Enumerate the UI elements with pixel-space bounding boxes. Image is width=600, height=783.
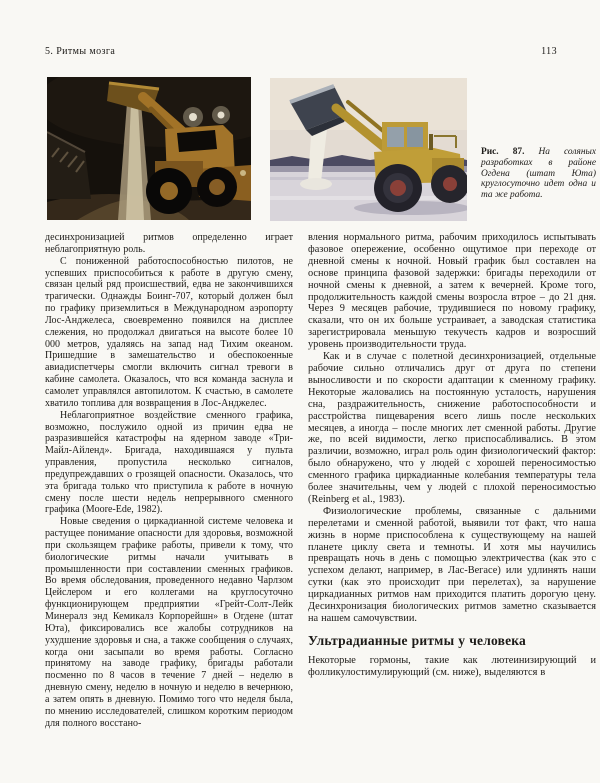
figure-caption	[481, 147, 596, 201]
day-loader-illustration	[270, 78, 467, 221]
photo-night-salt-loading	[47, 77, 251, 220]
paragraph: вления нормального ритма, рабочим приходилось испытывать фазовое опережение, особенно ощутимое при переходе от дневной смены к ночной. Новый график был составлен на основе принципа фазовой задержки: бригады переходили от ночной смены к дневной, а затем к вечерней. Кроме того, продолжительность каждой смены возросла втрое – до 21 дня. Через 9 месяцев рабочие, трудившиеся по новому графику, сказали, что он их больше устраивает, а заводская статистика зарегистрировала меньшую текучесть кадров и возросший уровень производительности труда.	[308, 232, 596, 351]
section-heading: Ультрадианные ритмы у человека	[308, 632, 527, 648]
page-number: 113	[541, 46, 557, 57]
text-column-right	[308, 232, 596, 679]
running-header	[45, 46, 557, 57]
photo-day-salt-loading	[270, 78, 467, 221]
figure-caption-text: На соляных разработках в районе Огдена (штат Юта) круглосуточно идет одна и та же работа.	[481, 147, 596, 200]
paragraph: десинхронизацией ритмов определенно играет неблагоприятную роль.	[45, 232, 293, 255]
paragraph: Некоторые гормоны, такие как лютеинизирующий и фолликулостимулирующий (см. ниже), выделяются в	[308, 654, 596, 678]
paragraph: Неблагоприятное воздействие сменного графика, возможно, послужило одной из причин едва не разразившейся катастрофы на ядерном заводе «Три-Майл-Айленд». Бригада, находившаяся у пульта управления, пропустила несколько сигналов, предупреждавших о грозящей опасности. Оказалось, что эта бригада только что приступила к работе в ночную смену после шести недель непрерывного сменного графика (Moore-Ede, 1982).	[45, 409, 293, 516]
chapter-title: 5. Ритмы мозга	[45, 46, 116, 57]
night-loader-illustration	[47, 77, 251, 220]
text-column-left	[45, 232, 293, 729]
paragraph: Физиологические проблемы, связанные с дальними перелетами и сменной работой, выявили тот факт, что наша жизнь в норме приспособлена к существующему на нашей планете циклу света и темноты. И хотя мы научились превращать ночь в день с помощью электричества (как это с успехом делают, например, в Лас-Вегасе) или удлинять наши сутки (как это происходит при перелетах), за нарушение циркадианных ритмов нам приходится платить дорогую цену. Десинхронизация биологических ритмов заметно сказывается на нашем самочувствии.	[308, 505, 596, 624]
paragraph: С пониженной работоспособностью пилотов, не успевших приспособиться к работе в другую смену, связан целый ряд происшествий, едва не закончившихся трагически. Однажды Боинг-707, который должен был по графику приземлиться в Международном аэропорту Лос-Анджелеса, своевременно появился на дисплее слежения, но продолжал двигаться на высоте более 10 000 метров, удаляясь на запад над Тихим океаном. Пришедшие в замешательство и обеспокоенные авиадиспетчеры смогли включить сигнал тревоги в кабине самолета. Оказалось, что вся команда заснула и самолет управлялся автопилотом. К счастью, в самолете хватило топлива для возвращения в Лос-Анджелес.	[45, 255, 293, 409]
figure-caption-label: Рис. 87.	[481, 147, 525, 157]
paragraph: Новые сведения о циркадианной системе человека и растущее понимание опасности для здоровья, возможной при скользящем графике работы, привели к тому, что биологические ритмы начали учитывать в промышленности при составлении сменных графиков. Во время обследования, проведенного недавно Чарлзом Цейслером и его коллегами на круглосуточно функционирующем предприятии «Грейт-Солт-Лейк Минералз энд Кемикалз Корпорейшн» в Огдене (штат Юта), фиксировались все жалобы сотрудников на ухудшение здоровья и сна, а также сообщения о случаях, когда они засыпали во время работы. Согласно принятому на заводе графику, бригады работали посменно по 8 часов в течение 7 дней – неделю в дневную смену, неделю в ночную и неделю в вечернюю, а затем опять в дневную. Помимо того что неделя была, по мнению исследователей, слишком коротким периодом для полного восстано-	[45, 516, 293, 729]
paragraph: Как и в случае с полетной десинхронизацией, отдельные рабочие сильно отличались друг от друга по степени выносливости и по скорости адаптации к сменному графику. Некоторые жаловались на постоянную усталость, нарушения сна, раздражительность, снижение работоспособности и расстройства пищеварения всего лишь после нескольких месяцев, а иногда – после многих лет сменной работы. Другие же, по всей видимости, легко приспосабливались. В этом различии, возможно, играл роль один физиологический фактор: было обнаружено, что у людей с хорошей переносимостью сменного графика циркадианные колебания температуры тела более значительны, чем у людей с плохой переносимостью (Reinberg et al., 1983).	[308, 351, 596, 505]
